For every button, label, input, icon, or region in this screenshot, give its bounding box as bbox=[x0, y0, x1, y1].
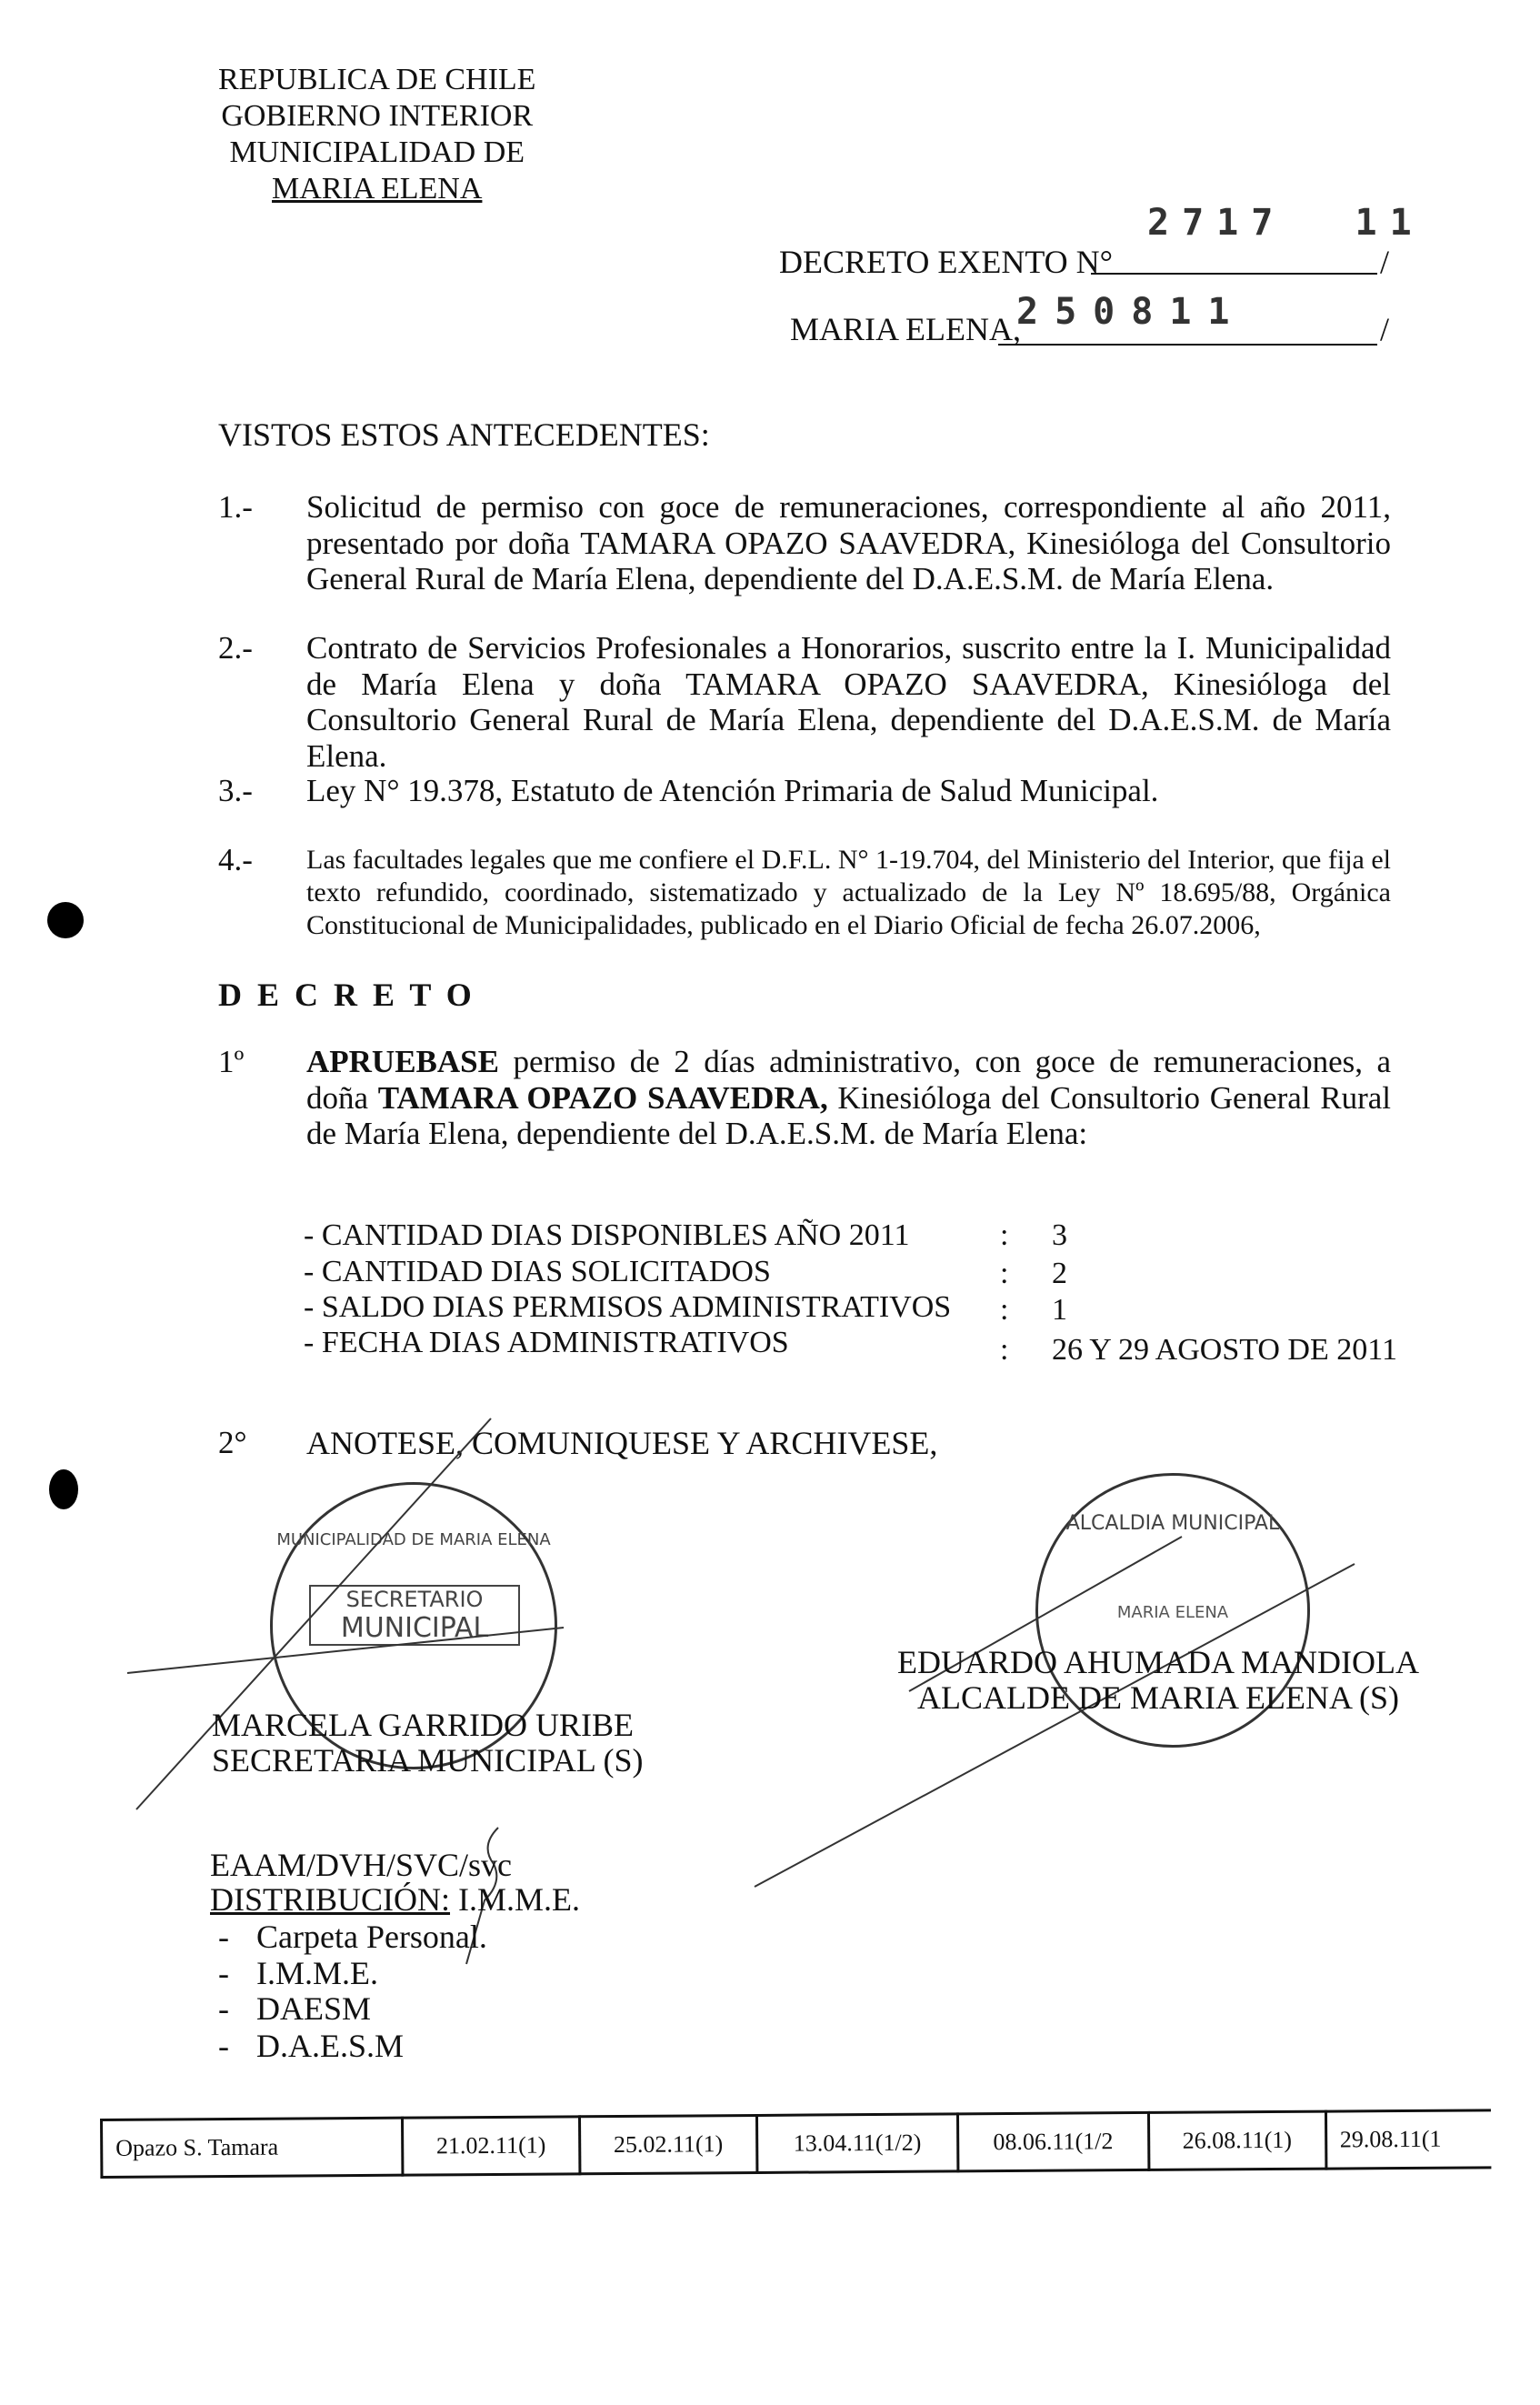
detail-value: 2 bbox=[1052, 1257, 1067, 1290]
vistos-title: VISTOS ESTOS ANTECEDENTES: bbox=[218, 416, 710, 453]
detail-label: - FECHA DIAS ADMINISTRATIVOS bbox=[304, 1326, 789, 1359]
table-cell: 25.02.11(1) bbox=[579, 2115, 756, 2173]
seal-ring-text: ALCALDIA MUNICIPAL bbox=[1065, 1512, 1280, 1535]
seal-center-line: MUNICIPAL bbox=[340, 1612, 489, 1644]
table-cell: 13.04.11(1/2) bbox=[756, 2114, 957, 2173]
text: permiso de 2 días administrativo, con goce de remuneraciones, a doña bbox=[306, 1044, 1391, 1116]
table-cell: 26.08.11(1) bbox=[1148, 2111, 1325, 2170]
mayor-title: ALCALDE DE MARIA ELENA (S) bbox=[917, 1679, 1399, 1716]
distribution-rest: I.M.M.E. bbox=[450, 1881, 581, 1918]
distribution-label: DISTRIBUCIÓN: bbox=[210, 1881, 451, 1918]
detail-label: - CANTIDAD DIAS SOLICITADOS bbox=[304, 1255, 771, 1288]
detail-value: 3 bbox=[1052, 1218, 1067, 1252]
distribution-item: Carpeta Personal. bbox=[256, 1919, 487, 1955]
seal-ring-text: MARIA ELENA bbox=[1116, 1603, 1229, 1622]
secretary-name: MARCELA GARRIDO URIBE bbox=[212, 1707, 635, 1743]
detail-value: 1 bbox=[1052, 1293, 1067, 1327]
item-number: 2.- bbox=[218, 630, 253, 666]
detail-label: - SALDO DIAS PERMISOS ADMINISTRATIVOS bbox=[304, 1290, 952, 1324]
antecedent-2: Contrato de Servicios Profesionales a Honorarios, suscrito entre la I. Municipalidad de María Elena y doña TAMARA OPAZO SAAVEDRA, Kinesióloga del Consultorio General Rural de María Elena, dependiente del D.A.E.S.M. de María Elena. bbox=[306, 630, 1391, 774]
article-number: 1º bbox=[218, 1044, 245, 1079]
slash: / bbox=[1380, 311, 1390, 347]
table-cell: Opazo S. Tamara bbox=[102, 2118, 403, 2177]
table-cell: 08.06.11(1/2 bbox=[957, 2112, 1148, 2170]
bold-text: TAMARA OPAZO SAAVEDRA, bbox=[377, 1079, 828, 1116]
distribution-item: I.M.M.E. bbox=[256, 1955, 378, 1991]
header-line: REPUBLICA DE CHILE bbox=[218, 63, 536, 96]
header-line: MARIA ELENA bbox=[272, 172, 483, 205]
article-2: ANOTESE, COMUNIQUESE Y ARCHIVESE, bbox=[306, 1425, 938, 1461]
article-number: 2° bbox=[218, 1425, 247, 1460]
header-line: MUNICIPALIDAD DE bbox=[229, 135, 525, 169]
record-table bbox=[100, 2109, 1491, 2179]
item-number: 4.- bbox=[218, 842, 253, 877]
secretary-title: SECRETARIA MUNICIPAL (S) bbox=[212, 1742, 644, 1779]
slash: / bbox=[1380, 244, 1390, 280]
header-line: GOBIERNO INTERIOR bbox=[221, 99, 534, 133]
distribution-line bbox=[210, 1881, 580, 1918]
decreto-title: D E C R E T O bbox=[218, 977, 475, 1013]
colon: : bbox=[1000, 1333, 1009, 1367]
table-row bbox=[102, 2110, 1492, 2178]
distribution-item: D.A.E.S.M bbox=[256, 2028, 405, 2064]
antecedent-3: Ley N° 19.378, Estatuto de Atención Primaria de Salud Municipal. bbox=[306, 773, 1159, 808]
dash: - bbox=[218, 1919, 229, 1955]
antecedent-1: Solicitud de permiso con goce de remuneraciones, correspondiente al año 2011, presentado por doña TAMARA OPAZO SAAVEDRA, Kinesióloga del Consultorio General Rural de María Elena, dependiente del D.A.E.S.M. de María Elena. bbox=[306, 489, 1391, 596]
mayor-name: EDUARDO AHUMADA MANDIOLA bbox=[897, 1644, 1419, 1680]
detail-value: 26 Y 29 AGOSTO DE 2011 bbox=[1052, 1333, 1397, 1367]
colon: : bbox=[1000, 1293, 1009, 1327]
seal-center-line: SECRETARIO bbox=[345, 1587, 484, 1612]
dash: - bbox=[218, 1990, 229, 2027]
dash: - bbox=[218, 1955, 229, 1991]
text: Kinesióloga del Consultorio General Rural de María Elena, dependiente del D.A.E.S.M. de María Elena: bbox=[306, 1079, 1391, 1151]
distribution-item: DAESM bbox=[256, 1990, 372, 2027]
colon: : bbox=[1000, 1218, 1009, 1252]
decree-number-stamp: 2717 11 bbox=[1147, 202, 1425, 244]
decree-label: DECRETO EXENTO N° bbox=[779, 244, 1114, 280]
place-label: MARIA ELENA, bbox=[790, 311, 1021, 347]
table-cell: 29.08.11(1 bbox=[1325, 2110, 1491, 2169]
initials: EAAM/DVH/SVC/svc bbox=[210, 1847, 513, 1883]
table-cell: 21.02.11(1) bbox=[403, 2117, 580, 2175]
dash: - bbox=[218, 2028, 229, 2064]
bold-text: APRUEBASE bbox=[306, 1044, 499, 1079]
antecedent-4: Las facultades legales que me confiere el D.F.L. N° 1-19.704, del Ministerio del Interior, que fija el texto refundido, coordinado, sistematizado y actualizado de la Ley Nº 18.695/88, Orgánica Constitucional de Municipalidades, publicado en el Diario Oficial de fecha 26.07.2006, bbox=[306, 845, 1391, 940]
seal-ring-text: MUNICIPALIDAD DE MARIA ELENA bbox=[276, 1530, 551, 1549]
detail-label: - CANTIDAD DIAS DISPONIBLES AÑO 2011 bbox=[304, 1218, 910, 1252]
item-number: 3.- bbox=[218, 773, 253, 808]
date-stamp: 250811 bbox=[1016, 291, 1246, 333]
item-number: 1.- bbox=[218, 489, 253, 525]
colon: : bbox=[1000, 1257, 1009, 1290]
